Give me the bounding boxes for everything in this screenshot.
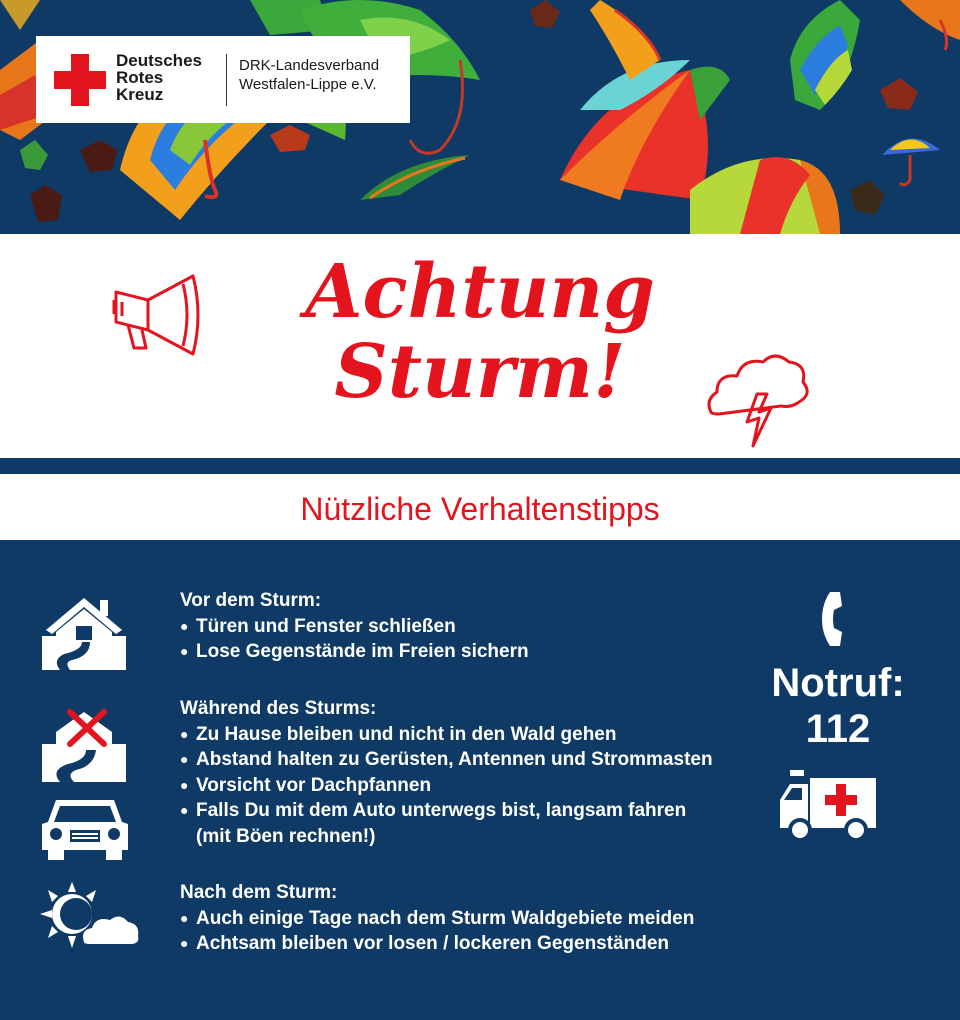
association-name (239, 56, 379, 94)
org-line: Deutsches (116, 51, 202, 70)
org-line: Kreuz (116, 85, 164, 104)
car-icon (42, 796, 128, 860)
emergency-call (748, 660, 928, 752)
section-heading: Nach dem Sturm: (180, 882, 338, 903)
list-item: ● Türen und Fenster schließen (180, 614, 529, 640)
organization-name (116, 52, 202, 103)
section-heading: Vor dem Sturm: (180, 590, 322, 611)
subtitle: Nützliche Verhaltenstipps (300, 491, 660, 527)
red-cross-icon (54, 54, 106, 106)
list-item: ● Vorsicht vor Dachpfannen (180, 773, 713, 799)
org-line: Rotes (116, 68, 164, 87)
list-item: ● Abstand halten zu Gerüsten, Antennen und Strommasten (180, 747, 713, 773)
ambulance-icon (780, 770, 876, 844)
tips-list (180, 722, 713, 824)
list-item: ● Achtsam bleiben vor losen / lockeren Gegenständen (180, 931, 694, 957)
emergency-label: Notruf: (771, 661, 905, 705)
title-band (0, 234, 960, 458)
title-line: Sturm! (334, 329, 626, 415)
title-line: Achtung (305, 249, 655, 335)
subtitle-band (0, 474, 960, 540)
tips-list (180, 906, 694, 957)
drk-logo (36, 36, 410, 123)
house-icon (42, 592, 126, 670)
logo-divider (226, 54, 227, 106)
section-after (180, 880, 694, 957)
section-before (180, 588, 529, 665)
phone-icon (820, 590, 854, 648)
tips-list (180, 614, 529, 665)
list-item: ● Auch einige Tage nach dem Sturm Waldgebiete meiden (180, 906, 694, 932)
emergency-number: 112 (805, 707, 871, 751)
house-crossed-icon (42, 706, 126, 784)
section-heading: Während des Sturms: (180, 698, 377, 719)
tips-content (0, 540, 960, 1020)
association-line: DRK-Landesverband (239, 57, 380, 74)
section-during (180, 696, 713, 849)
sun-cloud-icon (40, 880, 142, 954)
list-item: ● Zu Hause bleiben und nicht in den Wald gehen (180, 722, 713, 748)
list-item: ● Lose Gegenstände im Freien sichern (180, 639, 529, 665)
association-line: Westfalen-Lippe e.V. (239, 76, 377, 93)
separator-stripe (0, 458, 960, 474)
page-title (0, 249, 960, 415)
list-item-continuation: (mit Böen rechnen!) (196, 825, 376, 847)
list-item: ● Falls Du mit dem Auto unterwegs bist, langsam fahren (180, 798, 713, 824)
